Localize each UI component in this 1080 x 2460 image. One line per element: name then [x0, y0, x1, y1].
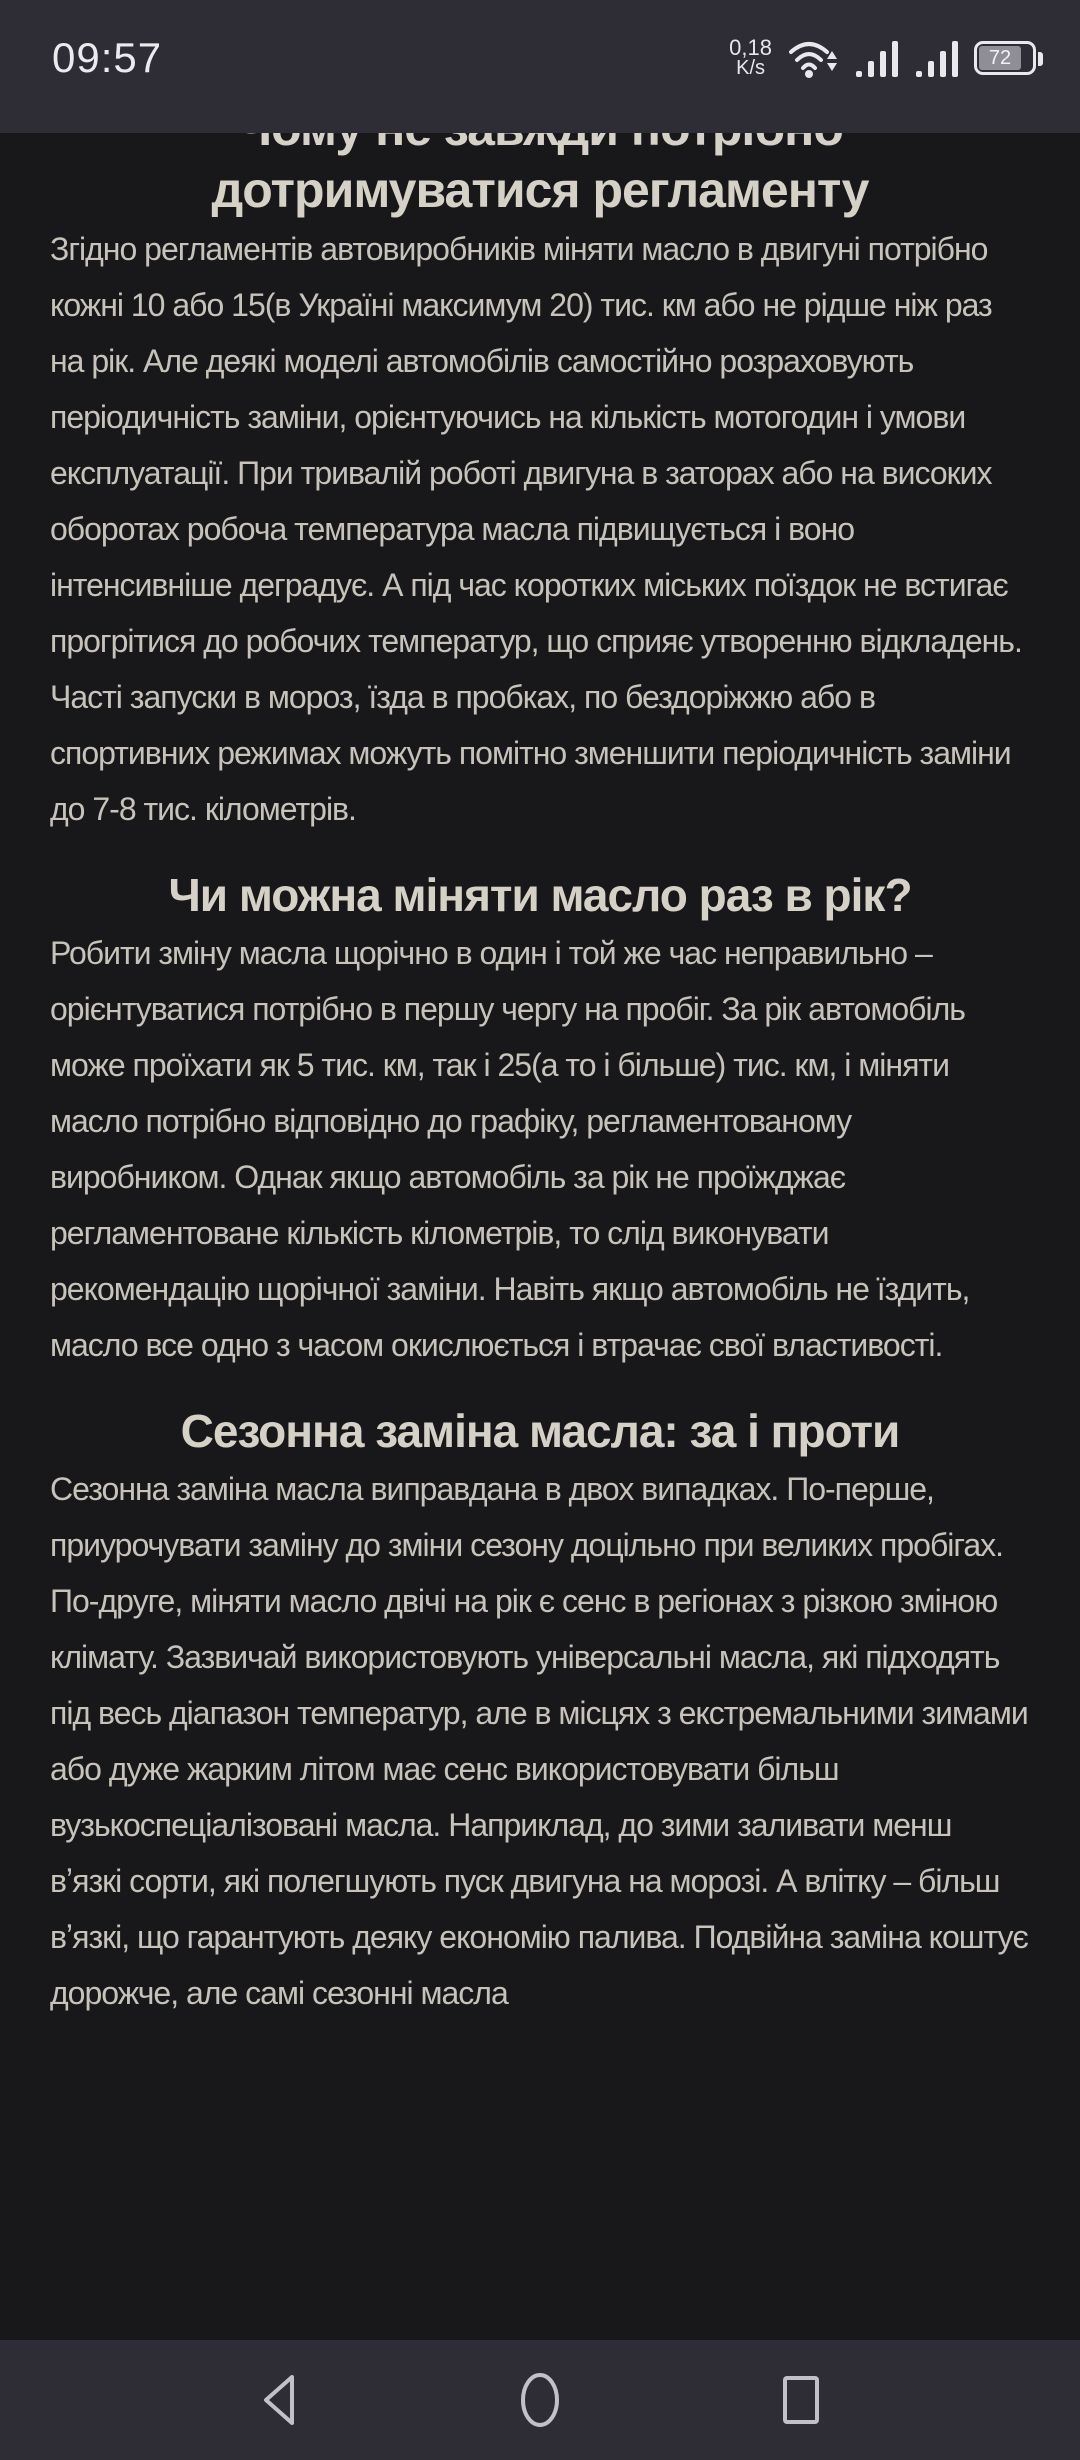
status-icons-cluster	[729, 37, 1036, 79]
status-bar	[0, 0, 1080, 133]
network-speed-indicator	[729, 37, 772, 79]
heading-seasonal-change: Сезонна заміна масла: за і проти	[180, 1405, 900, 1457]
wifi-icon	[788, 37, 840, 79]
recents-button[interactable]	[771, 2363, 831, 2437]
heading-yearly-change: Чи можна міняти масло раз в рік?	[168, 869, 912, 921]
back-button[interactable]	[249, 2362, 309, 2438]
signal-strength-icon-sim2	[914, 37, 960, 79]
network-speed-value: 0,18	[729, 35, 772, 60]
paragraph-seasonal: Сезонна заміна масла виправдана в двох випадках. По-перше, приурочувати заміну до зміни сезону доцільно при великих пробігах. По-друге, міняти масло двічі на рік є сенс в регіонах з різкою зміною клімату. Зазвичай використовують універсальні масла, які підходять під весь діапазон температур, але в місцях з екстремальними зимами або дуже жарким літом має сенс використовувати більш вузькоспеціалізовані масла. Наприклад, до зими заливати менш вʼязкі сорти, які полегшують пуск двигуна на морозі. А влітку – більш вʼязкі, що гарантують деяку економію палива. Подвійна заміна коштує дорожче, але самі сезонні масла	[50, 1471, 1028, 2011]
network-speed-unit: K/s	[736, 57, 766, 79]
battery-percent: 72	[988, 46, 1012, 69]
signal-strength-icon-sim1	[854, 37, 900, 79]
status-bar-row	[52, 30, 1036, 86]
home-button[interactable]	[508, 2361, 572, 2439]
navigation-bar	[0, 2340, 1080, 2460]
article-title-line2: дотримуватися регламенту	[211, 162, 869, 218]
paragraph-yearly: Робити зміну масла щорічно в один і той же час неправильно – орієнтуватися потрібно в першу чергу на пробіг. За рік автомобіль може проїхати як 5 тис. км, так і 25(а то і більше) тис. км, і міняти масло потрібно відповідно до графіку, регламентованому виробником. Однак якщо автомобіль за рік не проїжджає регламентоване кількість кілометрів, то слід виконувати рекомендацію щорічної заміни. Навіть якщо автомобіль не їздить, масло все одно з часом окислюється і втрачає свої властивості.	[50, 935, 970, 1363]
paragraph-regulations: Згідно регламентів автовиробників міняти масло в двигуні потрібно кожні 10 або 15(в Україні максимум 20) тис. км або не рідше ніж раз на рік. Але деякі моделі автомобілів самостійно розраховують періодичність заміни, орієнтуючись на кількість мотогодин і умови експлуатації. При тривалій роботі двигуна в заторах або на високих оборотах робоча температура масла підвищується і воно інтенсивніше деградує. А під час коротких міських поїздок не встигає прогрітися до робочих температур, що сприяє утворенню відкладень. Часті запуски в мороз, їзда в пробках, по бездоріжжю або в спортивних режимах можуть помітно зменшити періодичність заміни до 7-8 тис. кілометрів.	[50, 231, 1022, 827]
home-circle-icon	[518, 2371, 562, 2429]
battery-level-fill	[979, 46, 1021, 70]
battery-icon	[974, 41, 1036, 75]
back-triangle-icon	[259, 2372, 299, 2428]
battery-tip	[1038, 52, 1043, 66]
recents-square-icon	[781, 2373, 821, 2427]
status-time: 09:57	[52, 34, 163, 81]
